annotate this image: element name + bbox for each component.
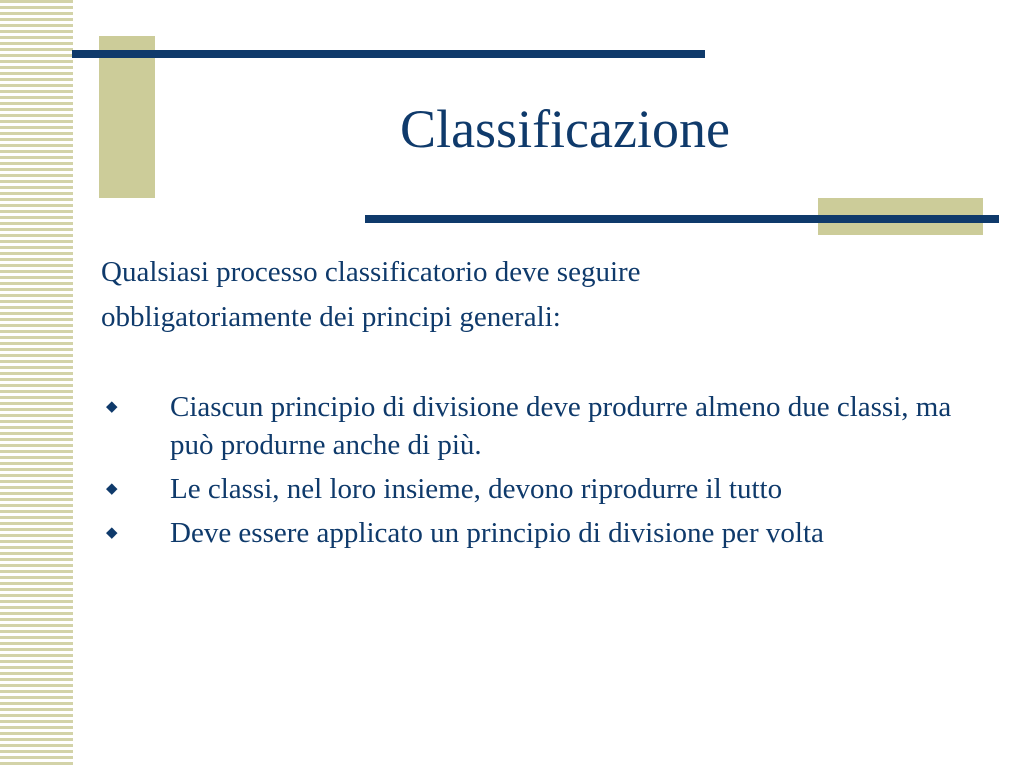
- bullet-list: [101, 388, 981, 558]
- title-rule-top: [72, 50, 705, 58]
- intro-text: [101, 250, 981, 340]
- bullet-item: [101, 388, 981, 464]
- bullet-item: [101, 470, 981, 508]
- diamond-bullet-icon: ◆: [106, 525, 118, 541]
- bullet-text: Ciascun principio di divisione deve produrre almeno due classi, ma può produrne anche di più.: [170, 391, 952, 461]
- diamond-bullet-icon: ◆: [106, 481, 118, 497]
- decorative-block-top: [99, 36, 155, 198]
- title-rule-bottom: [365, 215, 999, 223]
- bullet-text: Le classi, nel loro insieme, devono riprodurre il tutto: [170, 473, 783, 505]
- intro-line-1: Qualsiasi processo classificatorio deve seguire: [101, 256, 641, 288]
- bullet-item: [101, 514, 981, 552]
- slide-title: Classificazione: [400, 99, 730, 159]
- decorative-stripes: [0, 0, 73, 768]
- intro-line-2: obbligatoriamente dei principi generali:: [101, 301, 561, 333]
- bullet-text: Deve essere applicato un principio di divisione per volta: [170, 517, 824, 549]
- diamond-bullet-icon: ◆: [106, 399, 118, 415]
